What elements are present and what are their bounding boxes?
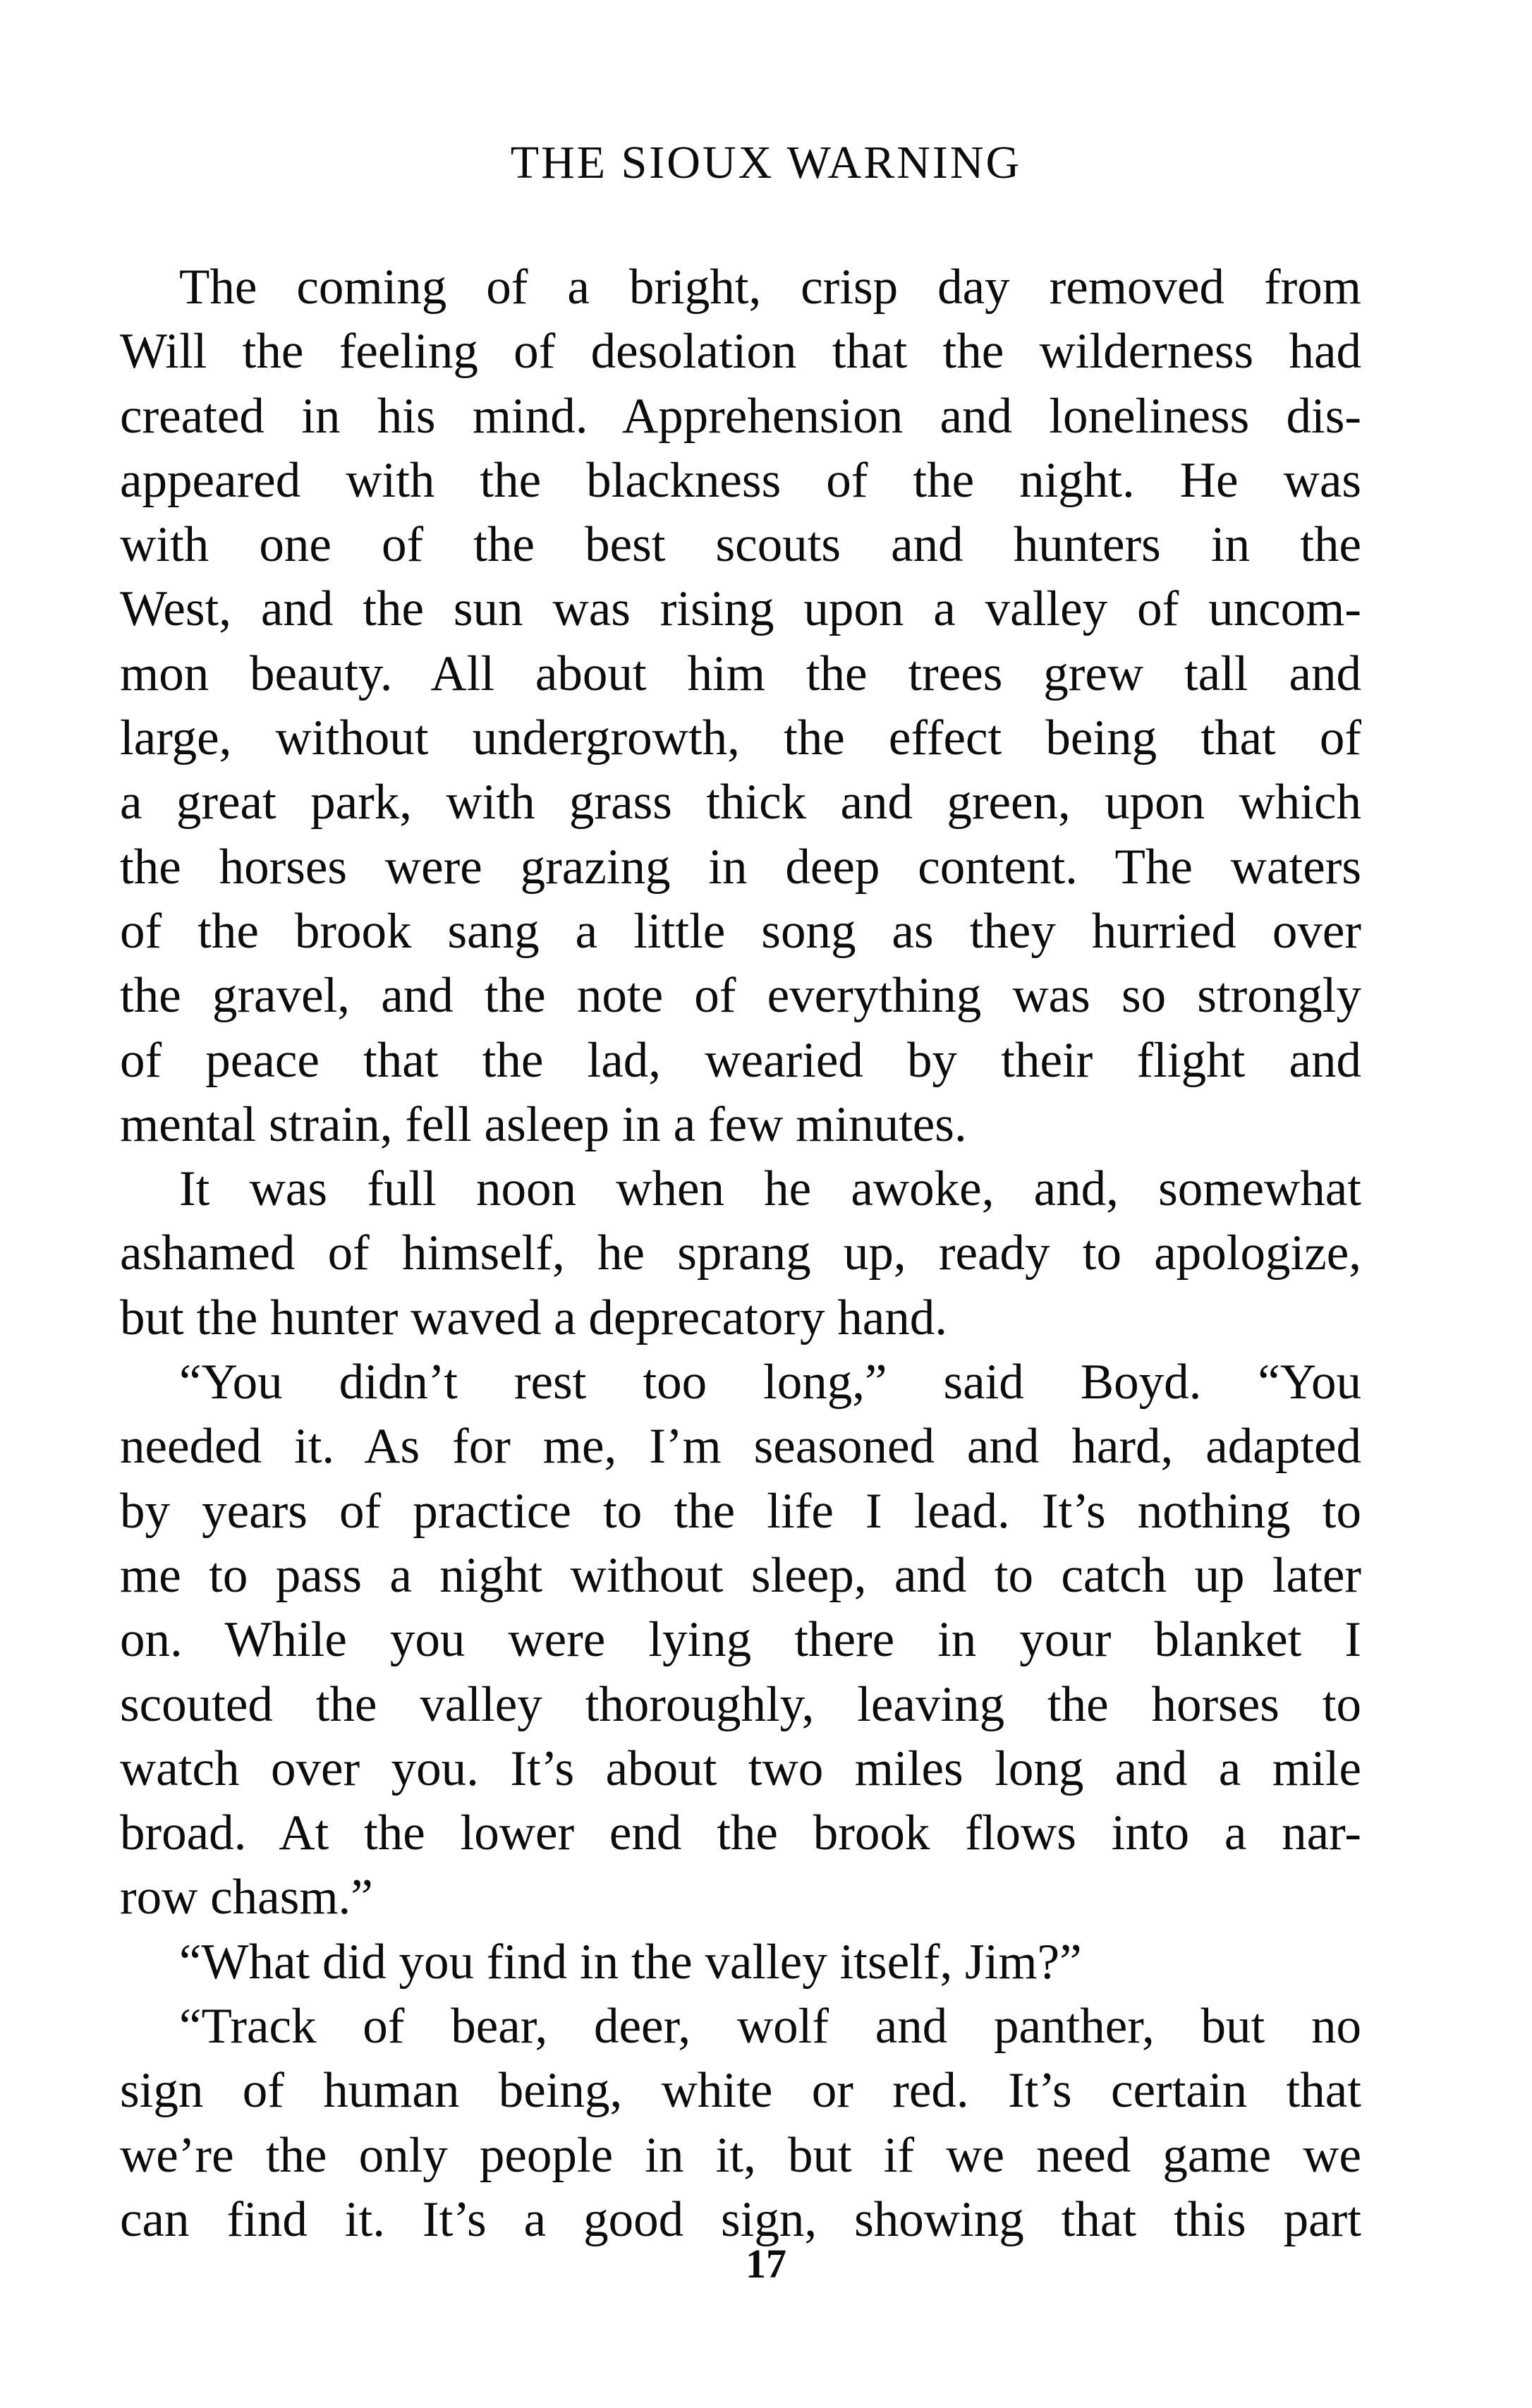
text-line: ashamed of himself, he sprang up, ready to apologize,: [120, 1226, 1361, 1281]
text-line: “You didn’t rest too long,” said Boyd. “You: [179, 1355, 1361, 1410]
text-line: row chasm.”: [120, 1870, 373, 1925]
text-line: can find it. It’s a good sign, showing that this part: [120, 2191, 1361, 2247]
body-text: [120, 255, 1361, 2252]
text-line: needed it. As for me, I’m seasoned and hard, adapted: [120, 1419, 1361, 1475]
page-number: 17: [746, 2241, 786, 2287]
text-line: large, without undergrowth, the effect being that of: [120, 710, 1361, 766]
text-line: West, and the sun was rising upon a valley of uncom-: [120, 581, 1361, 637]
text-line: by years of practice to the life I lead. It’s nothing to: [120, 1483, 1361, 1539]
text-line: the horses were grazing in deep content. The waters: [120, 839, 1361, 895]
text-line: It was full noon when he awoke, and, somewhat: [179, 1161, 1361, 1217]
text-line: created in his mind. Apprehension and loneliness dis-: [120, 388, 1361, 444]
running-head: THE SIOUX WARNING: [510, 137, 1022, 188]
text-line: The coming of a bright, crisp day removed from: [179, 260, 1361, 315]
text-line: of the brook sang a little song as they hurried over: [120, 903, 1361, 959]
text-line: with one of the best scouts and hunters in the: [120, 517, 1361, 573]
text-line: Will the feeling of desolation that the wilderness had: [120, 324, 1361, 380]
text-line: but the hunter waved a deprecatory hand.: [120, 1290, 947, 1345]
text-line: a great park, with grass thick and green, upon which: [120, 775, 1361, 830]
text-line: “Track of bear, deer, wolf and panther, but no: [179, 1999, 1361, 2055]
text-line: on. While you were lying there in your blanket I: [120, 1612, 1361, 1668]
text-line: mental strain, fell asleep in a few minutes.: [120, 1096, 967, 1152]
text-line: scouted the valley thoroughly, leaving the horses to: [120, 1676, 1361, 1732]
text-line: “What did you find in the valley itself, Jim?”: [179, 1934, 1082, 1990]
text-line: of peace that the lad, wearied by their flight and: [120, 1032, 1361, 1088]
text-line: sign of human being, white or red. It’s certain that: [120, 2063, 1361, 2119]
text-line: broad. At the lower end the brook flows into a nar-: [120, 1805, 1361, 1861]
text-line: we’re the only people in it, but if we need game we: [120, 2127, 1361, 2183]
text-line: the gravel, and the note of everything was so strongly: [120, 968, 1361, 1024]
text-line: watch over you. It’s about two miles long and a mile: [120, 1741, 1361, 1796]
text-line: mon beauty. All about him the trees grew tall and: [120, 646, 1361, 701]
text-line: appeared with the blackness of the night. He was: [120, 452, 1361, 508]
text-line: me to pass a night without sleep, and to catch up later: [120, 1547, 1361, 1603]
